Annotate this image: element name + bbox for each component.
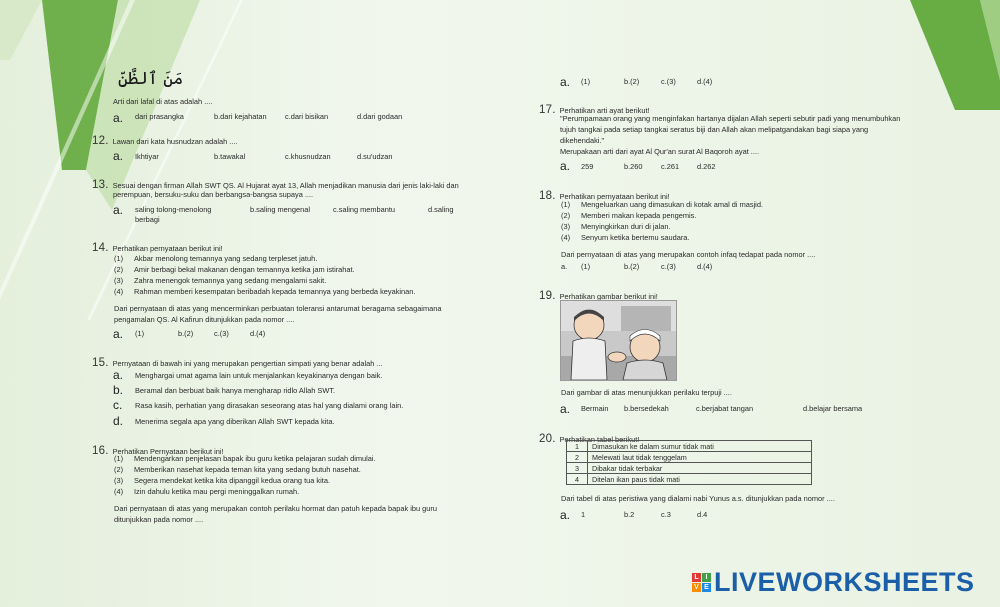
q15-option-c[interactable]: Rasa kasih, perhatian yang dirasakan seseorang atas hal yang dialami orang lain. xyxy=(135,401,404,410)
q17-verse-line-3: dikehendaki." xyxy=(560,136,605,145)
list-item: Mengeluarkan uang dimasukan di kotak amal di masjid. xyxy=(581,200,763,209)
q15-option-b[interactable]: Beramal dan berbuat baik hanya mengharap ridlo Allah SWT. xyxy=(135,386,336,395)
question-number: 20. xyxy=(539,433,556,445)
list-item-number: (1) xyxy=(114,454,124,463)
q14-text: Perhatikan pernyataan berikut ini! xyxy=(112,244,223,253)
q11-option-d[interactable]: d.dari godaan xyxy=(357,112,403,121)
q19-option-d[interactable]: d.belajar bersama xyxy=(803,404,863,413)
q14-option-b[interactable]: b.(2) xyxy=(178,329,194,338)
table-row xyxy=(567,452,812,463)
question-number: 16. xyxy=(92,445,109,457)
q12-option-d[interactable]: d.su'udzan xyxy=(357,152,393,161)
table-cell-number: 2 xyxy=(567,452,588,463)
q12-text: Lawan dari kata husnudzan adalah .... xyxy=(112,137,238,146)
list-item-number: (4) xyxy=(114,487,124,496)
logo-letter: L xyxy=(692,573,701,582)
question-number: 14. xyxy=(92,242,109,254)
list-item: Segera mendekat ketika kita dipanggil kedua orang tua kita. xyxy=(134,476,330,485)
table-row xyxy=(567,463,812,474)
q12-option-a[interactable]: Ikhtiyar xyxy=(135,152,159,161)
q20-option-a[interactable]: 1 xyxy=(581,510,586,519)
arabic-title: مَنَ ٱلظَّنِّ xyxy=(118,69,184,89)
q17-question: Merupakaan arti dari ayat Al Qur'an surat Al Baqoroh ayat .... xyxy=(560,147,760,156)
q20-question: Dari tabel di atas peristiwa yang dialami nabi Yunus a.s. ditunjukkan pada nomor .... xyxy=(561,494,835,503)
list-item: Mendengarkan penjelasan bapak ibu guru ketika pelajaran sudah dimulai. xyxy=(134,454,376,463)
list-item-number: (2) xyxy=(561,211,571,220)
q13-option-a[interactable]: saling tolong-menolong xyxy=(135,205,212,214)
q14-option-a[interactable]: (1) xyxy=(135,329,145,338)
question-number: 17. xyxy=(539,104,556,116)
q16-question-2: ditunjukkan pada nomor .... xyxy=(114,515,204,524)
q17-option-c[interactable]: c.261 xyxy=(661,162,680,171)
logo-letter: I xyxy=(702,573,711,582)
q20-option-b[interactable]: b.2 xyxy=(624,510,635,519)
q13-option-d[interactable]: d.saling xyxy=(428,205,454,214)
q14-option-c[interactable]: c.(3) xyxy=(214,329,229,338)
option-label: a. xyxy=(113,111,124,125)
q18-option-a[interactable]: (1) xyxy=(581,262,591,271)
q11-option-b[interactable]: b.dari kejahatan xyxy=(214,112,267,121)
list-item: Amir berbagi bekal makanan dengan temannya ketika jam istirahat. xyxy=(134,265,355,274)
q11-text: Arti dari lafal di atas adalah .... xyxy=(113,97,213,106)
q18-option-label: a. xyxy=(561,262,568,271)
table-row xyxy=(567,474,812,485)
q15-text: Pernyataan di bawah ini yang merupakan pengertian simpati yang benar adalah ... xyxy=(112,359,383,368)
q19-option-b[interactable]: b.bersedekah xyxy=(624,404,669,413)
list-item-number: (3) xyxy=(561,222,571,231)
table-cell: Melewati laut tidak tenggelam xyxy=(588,452,812,463)
q15-option-a[interactable]: Menghargai umat agama lain untuk menjalankan keyakinanya dengan baik. xyxy=(135,371,383,380)
list-item-number: (2) xyxy=(114,265,124,274)
q16-text: Perhatikan Pernyataan berikut ini! xyxy=(112,447,224,456)
list-item: Memberikan nasehat kepada teman kita yang sedang butuh nasehat. xyxy=(134,465,361,474)
q11-options xyxy=(113,109,131,127)
q17-text: Perhatikan arti ayat berikut! xyxy=(559,106,650,115)
q13-option-a-cont: berbagi xyxy=(135,215,160,224)
list-item: Zahra menengok temannya yang sedang mengalami sakit. xyxy=(134,276,327,285)
q12-option-c[interactable]: c.khusnudzan xyxy=(285,152,331,161)
q18-question: Dari pernyataan di atas yang merupakan contoh infaq tedapat pada nomor .... xyxy=(561,250,816,259)
logo-letter: E xyxy=(702,583,711,592)
q18-option-d[interactable]: d.(4) xyxy=(697,262,713,271)
logo-icon xyxy=(692,573,711,592)
q12-option-b[interactable]: b.tawakal xyxy=(214,152,246,161)
list-item-number: (4) xyxy=(114,287,124,296)
q20-text: Perhatikan tabel berikut! xyxy=(559,435,640,444)
option-label: d. xyxy=(113,414,124,428)
question-number: 18. xyxy=(539,190,556,202)
q13-text-2: perempuan, bersuku-suku dan berbangsa-bangsa supaya .... xyxy=(113,190,314,199)
q16-question-1: Dari pernyataan di atas yang merupakan contoh perilaku hormat dan patuh kepada bapak ibu guru xyxy=(114,504,437,513)
q17-option-b[interactable]: b.260 xyxy=(624,162,643,171)
option-label: a. xyxy=(560,508,571,522)
list-item-number: (1) xyxy=(561,200,571,209)
q14-option-d[interactable]: d.(4) xyxy=(250,329,266,338)
list-item: Rahman memberi kesempatan beribadah kepada temannya yang berbeda keyakinan. xyxy=(134,287,416,296)
list-item: Menyingkirkan duri di jalan. xyxy=(581,222,671,231)
q20-table xyxy=(566,440,812,485)
table-cell: Ditelan ikan paus tidak mati xyxy=(588,474,812,485)
q17-verse-line-2: tujuh tangkai pada setiap tangkai seratus biji dan Allah akan melipatgandakan bagi siapa yang xyxy=(560,125,869,134)
q11-option-a[interactable]: dari prasangka xyxy=(135,112,184,121)
table-cell-number: 1 xyxy=(567,441,588,452)
option-label: a. xyxy=(113,327,124,341)
q15-option-d[interactable]: Menerima segala apa yang diberikan Allah SWT kepada kita. xyxy=(135,417,335,426)
question-number: 15. xyxy=(92,357,109,369)
list-item-number: (4) xyxy=(561,233,571,242)
q13-option-c[interactable]: c.saling membantu xyxy=(333,205,396,214)
logo-letter: V xyxy=(692,583,701,592)
q14-question-2: pengamalan QS. Al Kafirun ditunjukkan pada nomor .... xyxy=(114,315,295,324)
q16-option-c[interactable]: c.(3) xyxy=(661,77,676,86)
table-cell: Dimasukan ke dalam sumur tidak mati xyxy=(588,441,812,452)
table-cell: Dibakar tidak terbakar xyxy=(588,463,812,474)
option-label: a. xyxy=(113,203,124,217)
table-cell-number: 4 xyxy=(567,474,588,485)
handshake-illustration xyxy=(560,300,677,381)
q18-text: Perhatikan pernyataan berikut ini! xyxy=(559,192,670,201)
list-item: Akbar menolong temannya yang sedang terpleset jatuh. xyxy=(134,254,318,263)
option-label: a. xyxy=(113,368,124,382)
q11-option-c[interactable]: c.dari bisikan xyxy=(285,112,329,121)
option-label: c. xyxy=(113,398,123,412)
q17-option-d[interactable]: d.262 xyxy=(697,162,716,171)
q13-text-1: Sesuai dengan firman Allah SWT QS. Al Hujarat ayat 13, Allah menjadikan manusia dari jenis laki-laki dan xyxy=(112,181,459,190)
logo-text: LIVEWORKSHEETS xyxy=(714,567,975,597)
list-item-number: (3) xyxy=(114,476,124,485)
q19-option-a[interactable]: Bermain xyxy=(581,404,609,413)
option-label: b. xyxy=(113,383,124,397)
list-item-number: (3) xyxy=(114,276,124,285)
table-cell-number: 3 xyxy=(567,463,588,474)
question-number: 13. xyxy=(92,179,109,191)
q20-option-d[interactable]: d.4 xyxy=(697,510,708,519)
q14-question-1: Dari pernyataan di atas yang mencerminkan perbuatan toleransi antarumat beragama sebagaimana xyxy=(114,304,442,313)
q16-option-a[interactable]: (1) xyxy=(581,77,591,86)
question-number: 19. xyxy=(539,290,556,302)
list-item-number: (1) xyxy=(114,254,124,263)
q16-option-b[interactable]: b.(2) xyxy=(624,77,640,86)
question-number: 12. xyxy=(92,135,109,147)
list-item: Izin dahulu ketika mau pergi meninggalkan rumah. xyxy=(134,487,300,496)
option-label: a. xyxy=(560,159,571,173)
q13-option-b[interactable]: b.saling mengenal xyxy=(250,205,310,214)
q17-verse-line-1: "Perumpamaan orang yang menginfakan hartanya dijalan Allah seperti sebutir padi yang menumbuhkan xyxy=(560,114,901,123)
list-item: Senyum ketika bertemu saudara. xyxy=(581,233,690,242)
q19-question: Dari gambar di atas menunjukkan perilaku terpuji .... xyxy=(561,388,732,397)
q18-option-c[interactable]: c.(3) xyxy=(661,262,676,271)
list-item-number: (2) xyxy=(114,465,124,474)
list-item: Memberi makan kepada pengemis. xyxy=(581,211,697,220)
q19-text: Perhatikan gambar berikut ini! xyxy=(559,292,658,301)
q16-option-d[interactable]: d.(4) xyxy=(697,77,713,86)
q17-option-a[interactable]: 259 xyxy=(581,162,594,171)
q18-option-b[interactable]: b.(2) xyxy=(624,262,640,271)
option-label: a. xyxy=(560,402,571,416)
option-label: a. xyxy=(113,149,124,163)
option-label: a. xyxy=(560,75,571,89)
q19-option-c[interactable]: c.berjabat tangan xyxy=(696,404,754,413)
q20-option-c[interactable]: c.3 xyxy=(661,510,671,519)
liveworksheets-logo[interactable] xyxy=(692,567,975,598)
table-row xyxy=(567,441,812,452)
